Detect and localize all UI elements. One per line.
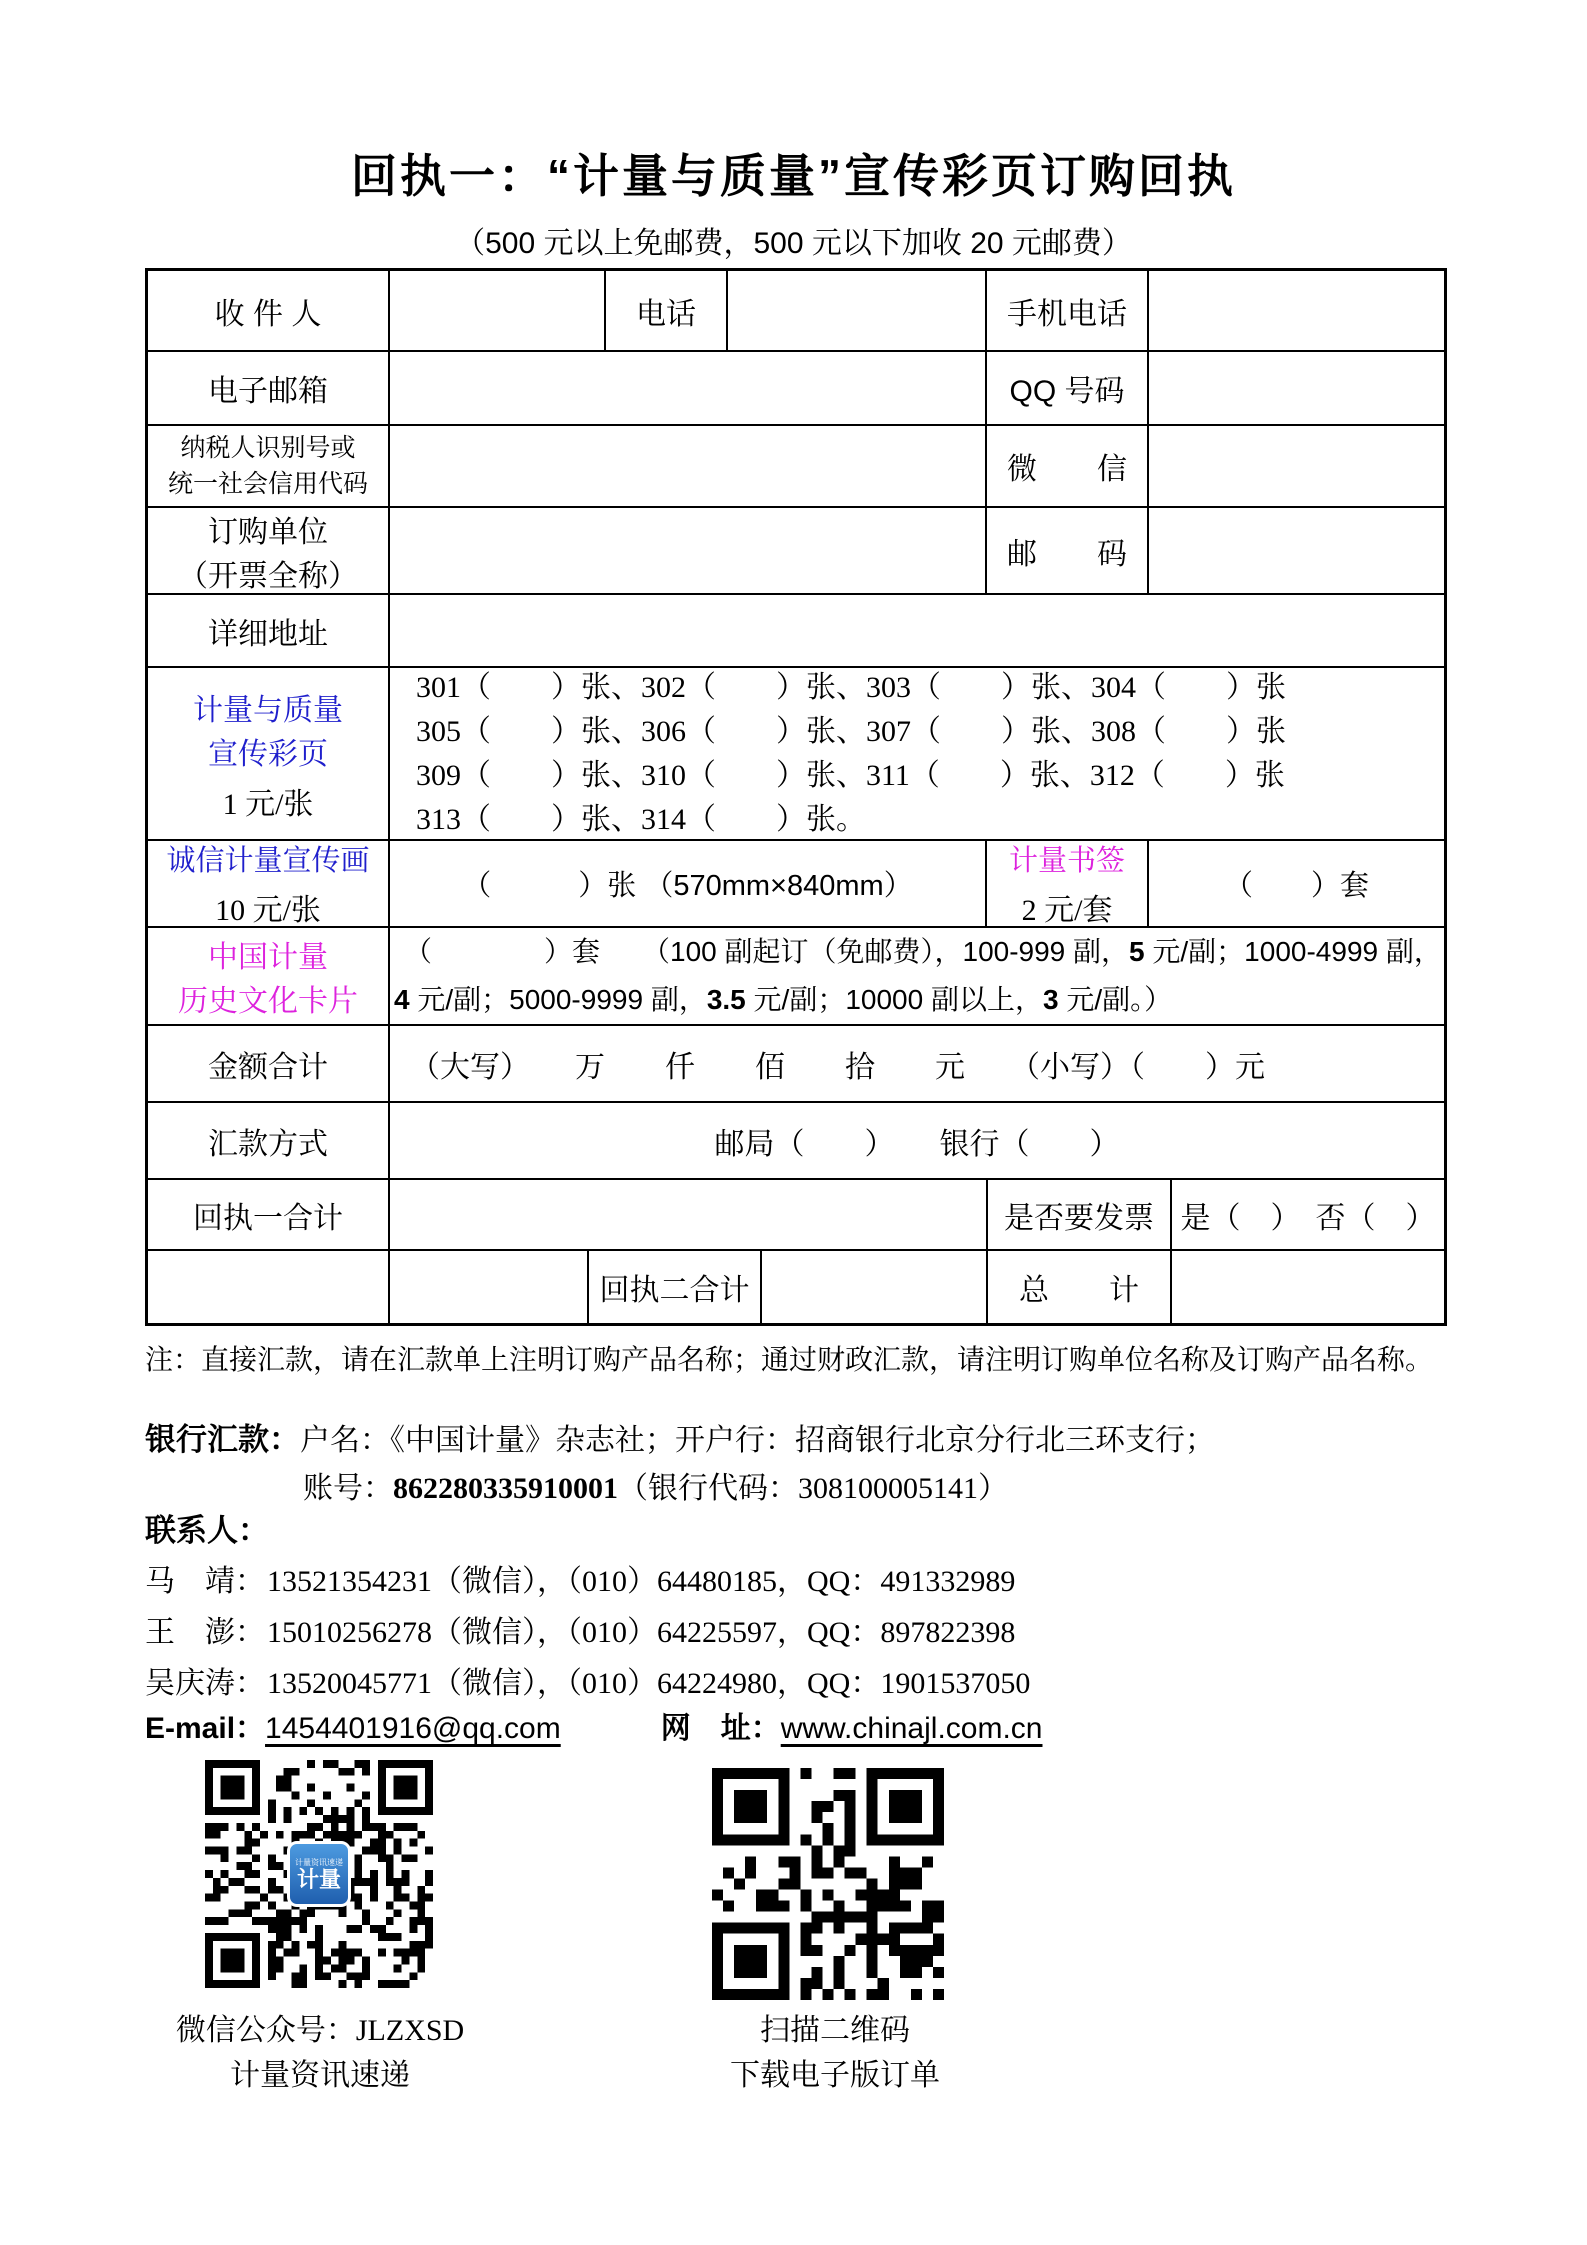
table-row-remit: [148, 1103, 1444, 1180]
table-row-address: [148, 595, 1444, 668]
email-link[interactable]: 1454401916@qq.com: [265, 1712, 561, 1745]
contact-row: [145, 1556, 1345, 1600]
qr-logo-text-big: 计量: [296, 1866, 341, 1892]
bank-account-name: 户名：《中国计量》杂志社；开户行：招商银行北京分行北三环支行；: [300, 1424, 1215, 1457]
contact-name: 吴庆涛：: [145, 1667, 265, 1700]
unit-label-line1: 订购单位: [208, 515, 328, 549]
flyer-line-1: 301（ ）张、302（ ）张、303（ ）张、304（ ）张: [416, 670, 1286, 704]
mobile-input-cell[interactable]: [1149, 271, 1444, 350]
unit-label: [148, 508, 390, 593]
grand-total-input-cell[interactable]: [1172, 1251, 1444, 1323]
invoice-label: 是否要发票: [988, 1180, 1172, 1249]
table-row-recipient: [148, 271, 1444, 352]
phone-label: 电话: [606, 271, 728, 350]
table-row-unit: [148, 508, 1444, 595]
email-label: 电子邮箱: [148, 352, 390, 424]
table-row-cards: [148, 928, 1444, 1026]
amount-label: 金额合计: [148, 1026, 390, 1101]
phone-input-cell[interactable]: [728, 271, 987, 350]
reply1-total-label: 回执一合计: [148, 1180, 390, 1249]
page-subtitle: （500 元以上免邮费，500 元以下加收 20 元邮费）: [455, 227, 1132, 260]
wechat-qr-logo: [287, 1841, 351, 1907]
flyer-price: 1 元/张: [222, 787, 314, 821]
bank-info: [145, 1416, 1455, 1513]
wechat-qr-caption: [145, 2008, 495, 2098]
cards-quantity-cell[interactable]: [390, 928, 1444, 1024]
zip-label: 邮 码: [987, 508, 1149, 593]
table-row-reply1: [148, 1180, 1444, 1251]
grand-total-label: 总 计: [988, 1251, 1172, 1323]
contacts-header: 联系人：: [145, 1513, 269, 1548]
zip-input-cell[interactable]: [1149, 508, 1444, 593]
reply2-blank-cell-1: [148, 1251, 390, 1323]
contact-name: 王 澎：: [145, 1616, 265, 1649]
contact-row: [145, 1658, 1345, 1702]
contact-row: [145, 1607, 1345, 1651]
website-label: 网 址：: [660, 1712, 781, 1745]
table-row-flyer: [148, 668, 1444, 841]
wechat-input-cell[interactable]: [1149, 426, 1444, 506]
table-row-email: [148, 352, 1444, 426]
reply2-total-input-cell[interactable]: [762, 1251, 988, 1323]
email-label: E-mail：: [145, 1712, 266, 1745]
taxid-label: [148, 426, 390, 506]
wechat-qr-code: [205, 1760, 433, 1988]
qq-label: QQ 号码: [987, 352, 1149, 424]
recipient-input-cell[interactable]: [390, 271, 606, 350]
cards-pricing-line1: （ ）套 （100 副起订（免邮费），100-999 副，5 元/副；1000-4999 副，: [404, 936, 1442, 967]
unit-input-cell[interactable]: [390, 508, 987, 593]
qq-input-cell[interactable]: [1149, 352, 1444, 424]
flyer-label: [148, 668, 390, 839]
table-row-taxid: [148, 426, 1444, 508]
qr-logo-text-small: 计量资讯速递: [295, 1857, 343, 1867]
wechat-label: 微 信: [987, 426, 1149, 506]
poster-label: [148, 841, 390, 926]
order-table: [145, 268, 1447, 1326]
flyer-name-line2: 宣传彩页: [208, 737, 328, 771]
table-row-reply2: [148, 1251, 1444, 1323]
bank-line1: [145, 1416, 1455, 1465]
bookmark-price: 2 元/套: [1021, 894, 1113, 927]
invoice-options-cell[interactable]: 是（ ） 否（ ）: [1180, 1201, 1436, 1235]
poster-price: 10 元/张: [215, 894, 321, 927]
scan-hint-line: 扫描二维码: [760, 2014, 910, 2047]
page-title: 回执一：“计量与质量”宣传彩页订购回执: [351, 150, 1236, 202]
taxid-input-cell[interactable]: [390, 426, 987, 506]
email-web-line: [145, 1703, 1345, 1747]
contact-info: 15010256278（微信），（010）64225597，QQ：897822398: [267, 1616, 1016, 1649]
taxid-label-line1: 纳税人识别号或: [180, 434, 356, 462]
email-input-cell[interactable]: [390, 352, 987, 424]
cards-label: [148, 928, 390, 1024]
contact-info: 13520045771（微信），（010）64224980，QQ：1901537050: [267, 1667, 1031, 1700]
poster-quantity-cell[interactable]: （ ）张 （570mm×840mm）: [390, 841, 987, 926]
flyer-line-3: 309（ ）张、310（ ）张、311（ ）张、312（ ）张: [416, 758, 1285, 792]
bookmark-quantity-cell[interactable]: （ ）套: [1223, 870, 1369, 902]
flyer-line-4: 313（ ）张、314（ ）张。: [416, 802, 866, 836]
remittance-note: 注：直接汇款，请在汇款单上注明订购产品名称；通过财政汇款，请注明订购单位名称及订购产品名称。: [145, 1345, 1434, 1376]
flyer-quantity-cell[interactable]: [390, 668, 1444, 839]
bank-account-number: 862280335910001: [393, 1472, 618, 1505]
flyer-line-2: 305（ ）张、306（ ）张、307（ ）张、308（ ）张: [416, 714, 1286, 748]
unit-label-line2: （开票全称）: [178, 559, 358, 593]
recipient-label: 收 件 人: [148, 271, 390, 350]
flyer-name-line1: 计量与质量: [193, 693, 343, 727]
reply2-total-label: 回执二合计: [589, 1251, 762, 1323]
download-hint-line: 下载电子版订单: [730, 2059, 940, 2092]
reply1-total-input-cell[interactable]: [390, 1180, 988, 1249]
cards-name-line2: 历史文化卡片: [178, 985, 358, 1018]
amount-input-cell[interactable]: （大写） 万 仟 佰 拾 元 （小写）（ ）元: [410, 1050, 1265, 1084]
contact-name: 马 靖：: [145, 1565, 265, 1598]
cards-name-line1: 中国计量: [208, 941, 328, 974]
table-row-poster: [148, 841, 1444, 928]
download-qr-code: [712, 1768, 944, 2000]
bank-line2: 账号：862280335910001（银行代码：308100005141）: [303, 1472, 1008, 1505]
wechat-account-line: 微信公众号：JLZXSD: [175, 2014, 465, 2047]
website-link[interactable]: www.chinajl.com.cn: [780, 1712, 1043, 1745]
cards-pricing-line2: 4 元/副；5000-9999 副，3.5 元/副；10000 副以上，3 元/副。）: [394, 984, 1173, 1015]
reply2-blank-cell-2: [390, 1251, 589, 1323]
poster-name: 诚信计量宣传画: [166, 845, 370, 877]
bank-label: 银行汇款：: [145, 1422, 300, 1457]
address-label: 详细地址: [148, 595, 390, 666]
mobile-label: 手机电话: [987, 271, 1149, 350]
remit-input-cell[interactable]: 邮局（ ） 银行（ ）: [714, 1127, 1120, 1161]
bookmark-name: 计量书签: [1008, 845, 1125, 877]
contact-info: 13521354231（微信），（010）64480185，QQ：491332989: [267, 1565, 1016, 1598]
address-input-cell[interactable]: [390, 595, 1444, 666]
bookmark-label: [987, 841, 1149, 926]
remit-label: 汇款方式: [148, 1103, 390, 1178]
table-row-amount: [148, 1026, 1444, 1103]
wechat-slogan-line: 计量资讯速递: [230, 2059, 410, 2092]
download-qr-caption: [690, 2008, 980, 2098]
taxid-label-line2: 统一社会信用代码: [167, 470, 368, 498]
